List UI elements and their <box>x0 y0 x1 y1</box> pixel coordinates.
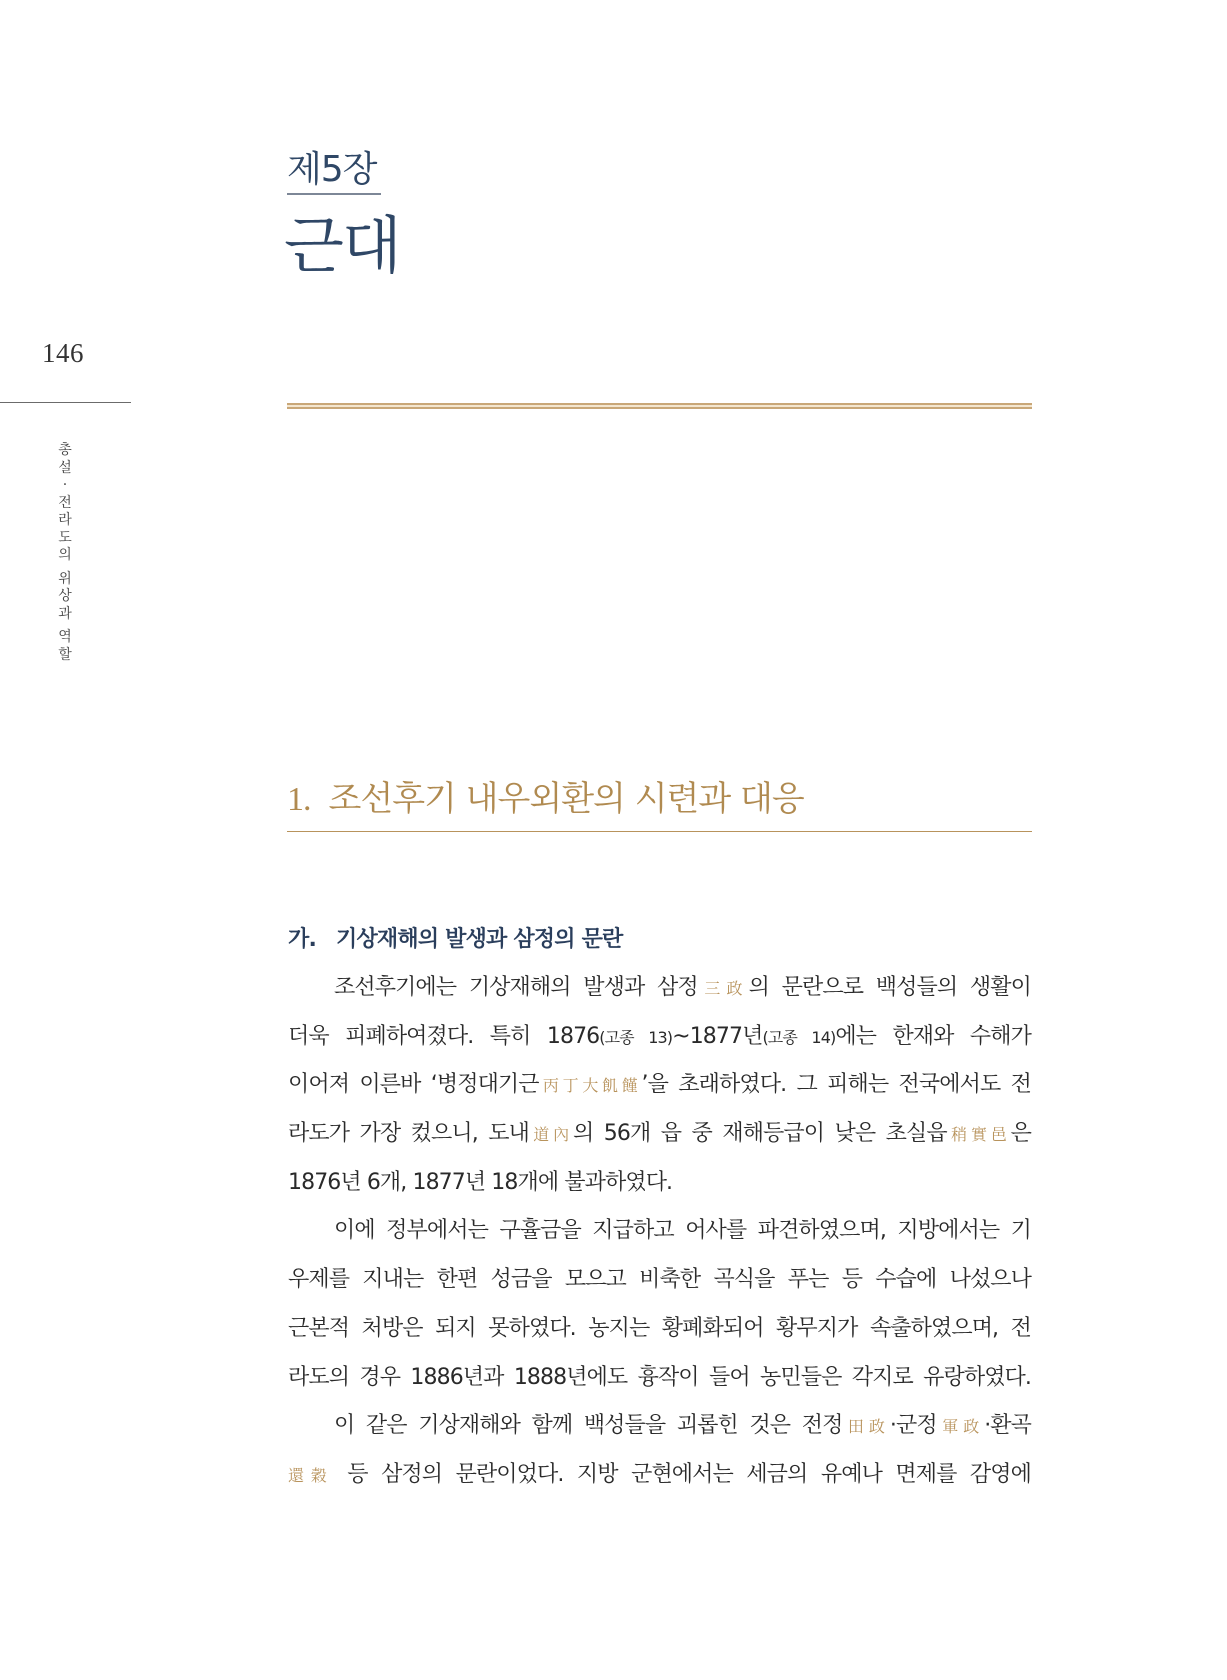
section-number: 1. <box>287 781 311 818</box>
running-head-char: · <box>62 477 68 493</box>
body-line <box>288 1207 1031 1256</box>
subsection-title: 기상재해의 발생과 삼정의 문란 <box>336 927 623 952</box>
hanja-annotation: 還穀 <box>288 1465 334 1485</box>
body-text-run: 1876년 6개, 1877년 18개에 불과하였다. <box>288 1169 673 1195</box>
body-line <box>288 1159 1031 1208</box>
body-text-run: ’을 초래하였다. 그 피해는 전국에서도 전 <box>641 1072 1031 1098</box>
running-head-char: 역 <box>58 629 72 645</box>
section-underline <box>287 831 1032 832</box>
section-title: 조선후기 내우외환의 시련과 대응 <box>328 779 804 819</box>
running-head-char: 의 <box>58 547 72 563</box>
hanja-annotation: 丙丁大飢饉 <box>538 1076 642 1096</box>
chapter-title: 근대 <box>284 209 400 282</box>
hanja-annotation: 稍實邑 <box>946 1125 1011 1145</box>
body-text-run: 이 같은 기상재해와 함께 백성들을 괴롭힌 것은 전정 <box>334 1413 843 1439</box>
body-text-run: 의 문란으로 백성들의 생활이 <box>748 975 1031 1000</box>
running-head-char: 라 <box>58 512 72 528</box>
running-head-char: 위 <box>58 570 72 587</box>
running-head-vertical <box>54 442 76 664</box>
body-text-run: ~1877년 <box>672 1023 763 1049</box>
reign-year-note: (고종 14) <box>762 1027 836 1047</box>
body-text-run: 이어져 이른바 ‘병정대기근 <box>288 1072 539 1098</box>
hanja-annotation: 道內 <box>528 1125 573 1145</box>
body-text-run: 에는 한재와 수해가 <box>835 1023 1031 1049</box>
body-text-run: 근본적 처방은 되지 못하였다. 농지는 황폐화되어 황무지가 속출하였으며, 전 <box>288 1315 1031 1341</box>
body-line <box>288 1451 1031 1500</box>
body-text-run: 은 <box>1010 1121 1031 1147</box>
body-text-run: 더욱 피폐하여졌다. 특히 1876 <box>288 1023 600 1049</box>
running-head-char: 도 <box>58 529 72 546</box>
body-text-run: 라도가 가장 컸으니, 도내 <box>288 1121 529 1147</box>
reign-year-note: (고종 13) <box>599 1027 673 1047</box>
body-text-run: ·환곡 <box>984 1413 1031 1439</box>
margin-divider <box>0 402 131 403</box>
body-text-run: 라도의 경우 1886년과 1888년에도 흉작이 들어 농민들은 각지로 유랑하였다. <box>288 1364 1031 1390</box>
subsection-number: 가. <box>288 927 317 952</box>
body-text-run: 의 56개 읍 중 재해등급이 낮은 초실읍 <box>572 1121 947 1147</box>
rule-line <box>287 407 1032 409</box>
running-head-char: 총 <box>58 442 72 458</box>
body-text-run: 이에 정부에서는 구휼금을 지급하고 어사를 파견하였으며, 지방에서는 기 <box>334 1218 1031 1244</box>
hanja-annotation: 三政 <box>697 979 749 998</box>
body-line <box>288 1256 1031 1305</box>
body-line <box>288 964 1031 1013</box>
body-line <box>288 1402 1031 1451</box>
running-head-char: 할 <box>58 646 72 663</box>
running-head-char: 과 <box>58 605 72 622</box>
running-head-char: 설 <box>58 459 72 476</box>
body-line <box>288 1354 1031 1403</box>
body-line <box>288 1013 1031 1062</box>
body-text-run: 우제를 지내는 한편 성금을 모으고 비축한 곡식을 푸는 등 수습에 나섰으나 <box>288 1267 1031 1293</box>
chapter-label-underline <box>287 193 381 195</box>
body-text <box>288 964 1031 1500</box>
hanja-annotation: 軍政 <box>936 1417 985 1437</box>
chapter-divider-rule <box>287 403 1032 411</box>
page-number: 146 <box>42 338 84 368</box>
chapter-label: 제5장 <box>287 149 377 190</box>
body-line <box>288 1110 1031 1159</box>
section-heading <box>287 776 804 823</box>
running-head-char: 상 <box>58 588 72 604</box>
hanja-annotation: 田政 <box>842 1417 890 1437</box>
body-text-run: 조선후기에는 기상재해의 발생과 삼정 <box>334 975 698 1000</box>
body-line <box>288 1061 1031 1110</box>
body-text-run: ·군정 <box>889 1413 937 1439</box>
subsection-heading <box>288 926 622 954</box>
running-head-char: 전 <box>58 494 72 511</box>
body-text-run: 등 삼정의 문란이었다. 지방 군현에서는 세금의 유예나 면제를 감영에 <box>333 1461 1031 1487</box>
body-line <box>288 1305 1031 1354</box>
